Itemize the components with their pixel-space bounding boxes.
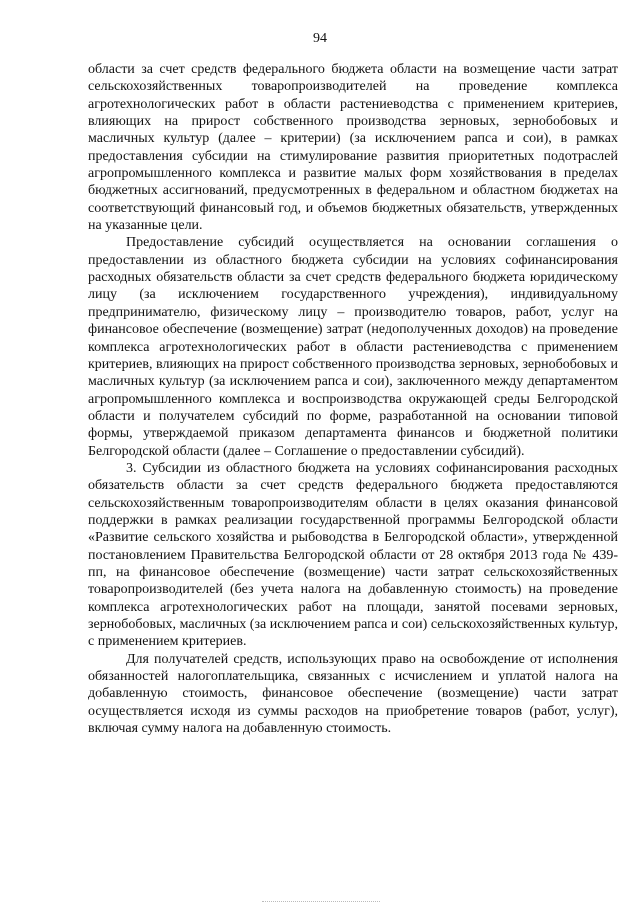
page-number: 94: [313, 31, 327, 46]
paragraph-vat-exemption: Для получателей средств, использующих право на освобождение от исполнения обязанностей налогоплательщика, связанных с исчислением и уплатой налога на добавленную стоимость, финансовое обеспечение (возмещение) части затрат осуществляется исходя из суммы расходов на приобретение товаров (работ, услуг), включая сумму налога на добавленную стоимость.: [88, 651, 618, 737]
document-body: [88, 61, 618, 737]
paragraph-section-3: 3. Субсидии из областного бюджета на условиях софинансирования расходных обязательств области за счет средств федерального бюджета предоставляются сельскохозяйственным товаропроизводителям области в целях оказания финансовой поддержки в рамках реализации государственной программы Белгородской области «Развитие сельского хозяйства и рыбоводства в Белгородской области», утвержденной постановлением Правительства Белгородской области от 28 октября 2013 года № 439-пп, на финансовое обеспечение (возмещение) части затрат сельскохозяйственных товаропроизводителей (без учета налога на добавленную стоимость) на проведение комплекса агротехнологических работ на площади, занятой посевами зерновых, зернобобовых, масличных (за исключением рапса и сои) сельскохозяйственных культур, с применением критериев.: [88, 460, 618, 650]
paragraph-agreement: Предоставление субсидий осуществляется на основании соглашения о предоставлении из областного бюджета субсидии на условиях софинансирования расходных обязательств области за счет средств федерального бюджета юридическому лицу (за исключением государственного учреждения), индивидуальному предпринимателю, физическому лицу – производителю товаров, работ, услуг на финансовое обеспечение (возмещение) затрат (недополученных доходов) на проведение комплекса агротехнологических работ в области растениеводства с применением критериев, влияющих на прирост собственного производства зерновых, зернобобовых и масличных культур (за исключением рапса и сои), заключенного между департаментом агропромышленного комплекса и воспроизводства окружающей среды Белгородской области и получателем субсидий по форме, разработанной на основании типовой формы, утверждаемой приказом департамента финансов и бюджетной политики Белгородской области (далее – Соглашение о предоставлении субсидий).: [88, 235, 618, 459]
scan-footer-mark: [262, 901, 380, 903]
paragraph-continuation: области за счет средств федерального бюджета области на возмещение части затрат сельскохозяйственных товаропроизводителей на проведение комплекса агротехнологических работ в области растениеводства с применением критериев, влияющих на прирост собственного производства зерновых, зернобобовых и масличных культур (далее – критерии) (за исключением рапса и сои), в рамках предоставления субсидии на стимулирование развития приоритетных подотраслей агропромышленного комплекса и развитие малых форм хозяйствования в пределах бюджетных ассигнований, предусмотренных в федеральном и областном бюджетах на соответствующий финансовый год, и объемов бюджетных обязательств, утвержденных на указанные цели.: [88, 62, 618, 234]
